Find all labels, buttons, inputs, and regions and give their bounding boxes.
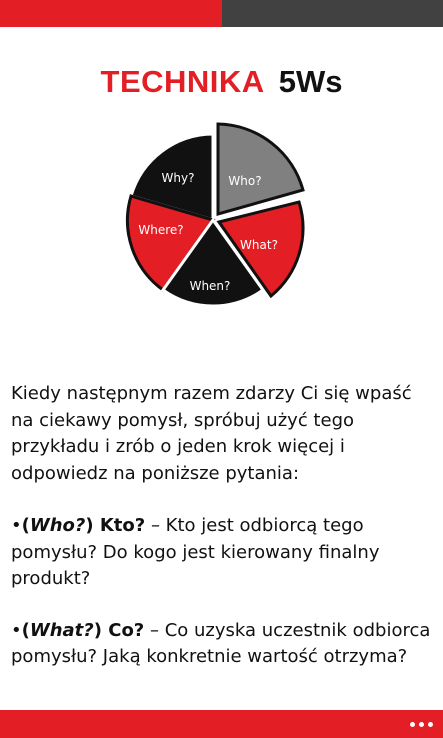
q2-label-en: What? xyxy=(29,619,94,641)
ellipsis-icon[interactable] xyxy=(410,715,433,733)
q2-label-pl: Co? xyxy=(108,619,145,641)
title-5ws: 5Ws xyxy=(278,64,343,99)
title-technika: TECHNIKA xyxy=(100,64,265,99)
top-bar-red xyxy=(0,0,222,27)
content-body xyxy=(11,381,436,696)
page-title xyxy=(0,64,443,100)
app-bar xyxy=(0,710,443,738)
pie-label-why: Why? xyxy=(161,171,195,185)
top-bar xyxy=(0,0,443,27)
q1-label-en: Who? xyxy=(29,515,86,536)
question-what: •(What?) Co? – Co uzyska uczestnik odbiorca pomysłu? Jaką konkretnie wartość otrzyma? xyxy=(11,619,431,667)
pie-label-where: Where? xyxy=(138,223,184,237)
five-ws-pie-diagram xyxy=(125,118,315,318)
pie-label-when: When? xyxy=(189,279,231,293)
q1-label-pl: Kto? xyxy=(99,515,146,536)
top-bar-dark xyxy=(222,0,443,27)
pie-label-what: What? xyxy=(240,238,278,252)
intro-text: Kiedy następnym razem zdarzy Ci się wpaść na ciekawy pomysł, spróbuj użyć tego przykładu i zrób o jeden krok więcej i odpowiedz na poniższe pytania: xyxy=(11,383,412,484)
pie-slice-who xyxy=(218,124,303,214)
question-who: •(Who?) Kto? – Kto jest odbiorcą tego pomysłu? Do kogo jest kierowany finalny produkt? xyxy=(11,515,380,589)
q1-text: – Kto jest odbiorcą tego pomysłu? Do kogo jest kierowany finalny produkt? xyxy=(11,515,380,589)
q2-text: – Co uzyska uczestnik odbiorca pomysłu? Jaką konkretnie wartość otrzyma? xyxy=(11,619,431,667)
pie-label-who: Who? xyxy=(228,174,262,188)
